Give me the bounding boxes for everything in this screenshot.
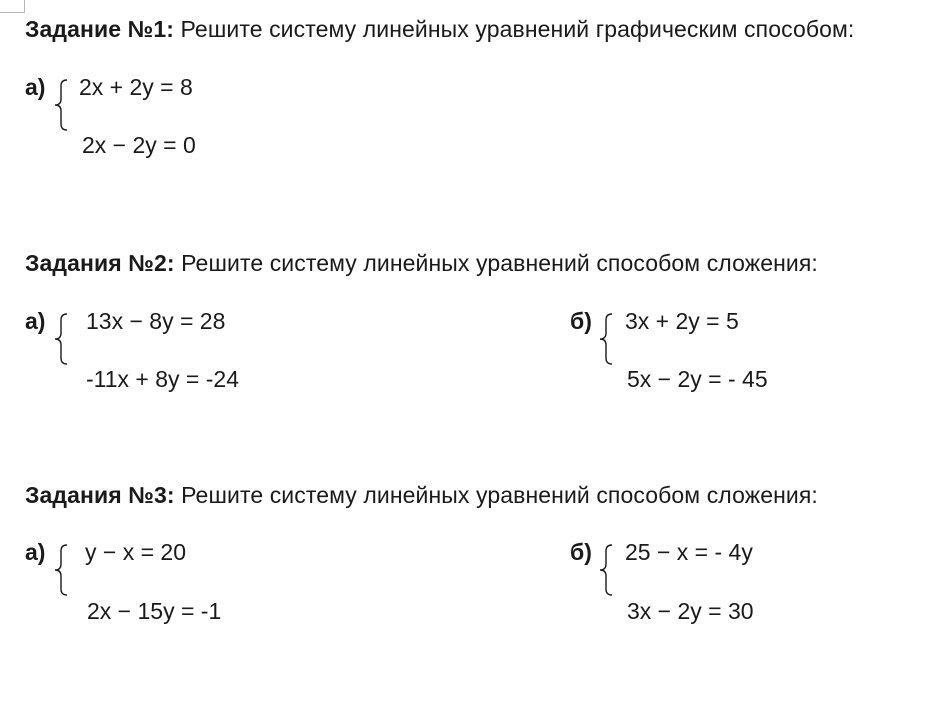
task1-instruction: Решите систему линейных уравнений графическим способом: bbox=[180, 16, 855, 42]
task2-heading: Задания №2: bbox=[25, 250, 175, 276]
equation-2: 2x − 2y = 0 bbox=[82, 132, 196, 158]
task2-instruction: Решите систему линейных уравнений способом сложения: bbox=[181, 250, 818, 276]
problem-label: а) bbox=[25, 74, 46, 100]
equation-1: y − x = 20 bbox=[85, 539, 187, 565]
task3-heading: Задания №3: bbox=[25, 482, 175, 508]
system-brace bbox=[598, 543, 614, 597]
task3-title bbox=[25, 482, 818, 509]
equation-2: 2x − 15y = -1 bbox=[87, 598, 222, 624]
page-corner-mark bbox=[0, 0, 25, 13]
equation-1: 3x + 2y = 5 bbox=[625, 308, 739, 334]
problem-label: б) bbox=[570, 308, 592, 334]
problem-label: а) bbox=[25, 308, 46, 334]
task2-title bbox=[25, 250, 818, 277]
problem-label: а) bbox=[25, 539, 46, 565]
equation-1: 13x − 8y = 28 bbox=[86, 308, 226, 334]
equation-1: 2x + 2y = 8 bbox=[79, 74, 193, 100]
system-brace bbox=[598, 312, 614, 366]
task1-title bbox=[25, 16, 854, 43]
equation-2: 3x − 2y = 30 bbox=[627, 598, 754, 624]
task1-heading: Задание №1: bbox=[25, 16, 174, 42]
task3-instruction: Решите систему линейных уравнений способом сложения: bbox=[181, 482, 818, 508]
system-brace bbox=[53, 312, 69, 366]
problem-label: б) bbox=[570, 539, 592, 565]
equation-2: 5x − 2y = - 45 bbox=[627, 366, 768, 392]
system-brace bbox=[53, 78, 69, 132]
equation-1: 25 − x = - 4y bbox=[625, 539, 753, 565]
system-brace bbox=[53, 543, 69, 597]
equation-2: -11x + 8y = -24 bbox=[86, 366, 239, 392]
